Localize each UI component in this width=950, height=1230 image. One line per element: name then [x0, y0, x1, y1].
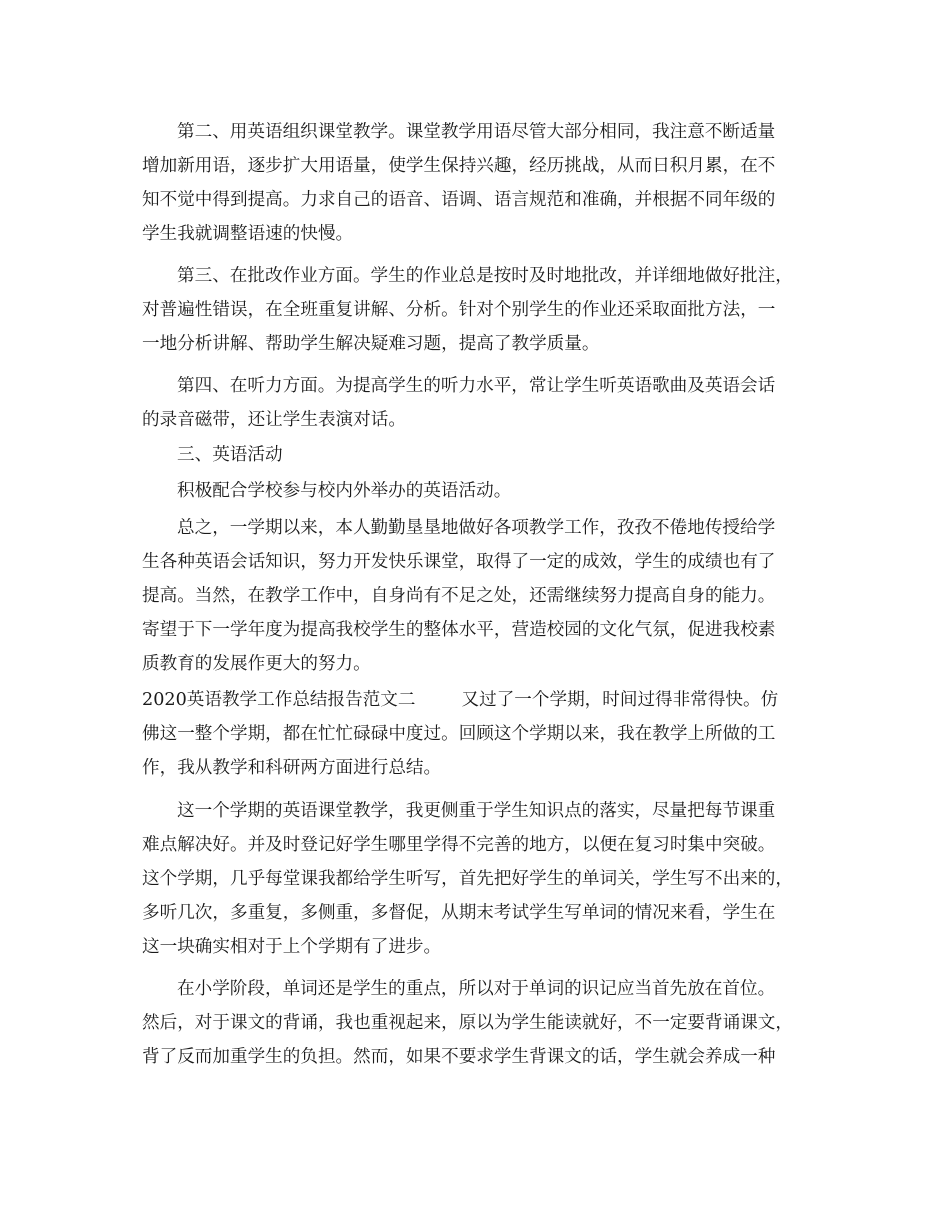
paragraph-line: 积极配合学校参与校内外举办的英语活动。 — [177, 481, 512, 501]
paragraph-line: 的录音磁带，还让学生表演对话。 — [142, 410, 406, 430]
paragraph-line: 多听几次，多重复，多侧重，多督促，从期末考试学生写单词的情况来看，学生在 — [142, 903, 776, 923]
paragraph-line: 第二、用英语组织课堂教学。课堂教学用语尽管大部分相同，我注意不断适量 — [177, 122, 776, 142]
paragraph-line: 作，我从教学和科研两方面进行总结。 — [142, 758, 442, 778]
paragraph-line: 难点解决好。并及时登记好学生哪里学得不完善的地方，以便在复习时集中突破。 — [142, 835, 776, 855]
paragraph-line: 对普遍性错误，在全班重复讲解、分析。针对个别学生的作业还采取面批方法，一 — [142, 300, 776, 320]
paragraph-line: 第三、在批改作业方面。学生的作业总是按时及时地批改，并详细地做好批注， — [177, 266, 793, 286]
paragraph-line: 这一块确实相对于上个学期有了进步。 — [142, 937, 442, 957]
paragraph-line: 在小学阶段，单词还是学生的重点，所以对于单词的识记应当首先放在首位。 — [177, 979, 776, 999]
paragraph-line: 一地分析讲解、帮助学生解决疑难习题，提高了教学质量。 — [142, 334, 600, 354]
inline-heading: 2020英语教学工作总结报告范文二 — [142, 690, 416, 710]
paragraph-line: 这一个学期的英语课堂教学，我更侧重于学生知识点的落实，尽量把每节课重 — [177, 801, 776, 821]
paragraph-line: 寄望于下一学年度为提高我校学生的整体水平，营造校园的文化气氛，促进我校素 — [142, 620, 776, 640]
paragraph-line: 背了反而加重学生的负担。然而，如果不要求学生背课文的话，学生就会养成一种 — [142, 1047, 776, 1067]
paragraph-line: 质教育的发展作更大的努力。 — [142, 654, 371, 674]
paragraph-line: 学生我就调整语速的快慢。 — [142, 224, 354, 244]
paragraph-line: 第四、在听力方面。为提高学生的听力水平，常让学生听英语歌曲及英语会话 — [177, 376, 776, 396]
heading-line — [142, 683, 822, 717]
paragraph-line: 增加新用语，逐步扩大用语量，使学生保持兴趣，经历挑战，从而日积月累，在不 — [142, 156, 776, 176]
paragraph-line: 然后，对于课文的背诵，我也重视起来，原以为学生能读就好，不一定要背诵课文， — [142, 1013, 793, 1033]
paragraph-line: 生各种英语会话知识，努力开发快乐课堂，取得了一定的成效，学生的成绩也有了 — [142, 552, 776, 572]
paragraph-line: 提高。当然，在教学工作中，自身尚有不足之处，还需继续努力提高自身的能力。 — [142, 586, 776, 606]
paragraph-line: 佛这一整个学期，都在忙忙碌碌中度过。回顾这个学期以来，我在教学上所做的工 — [142, 724, 776, 744]
paragraph-line: 总之，一学期以来，本人勤勤垦垦地做好各项教学工作，孜孜不倦地传授给学 — [177, 518, 776, 538]
paragraph-text: 又过了一个学期，时间过得非常得快。仿 — [461, 690, 779, 710]
section-heading: 三、英语活动 — [177, 445, 283, 465]
paragraph-line: 知不觉中得到提高。力求自己的语音、语调、语言规范和准确，并根据不同年级的 — [142, 190, 776, 210]
paragraph-line: 这个学期，几乎每堂课我都给学生听写，首先把好学生的单词关，学生写不出来的， — [142, 869, 793, 889]
